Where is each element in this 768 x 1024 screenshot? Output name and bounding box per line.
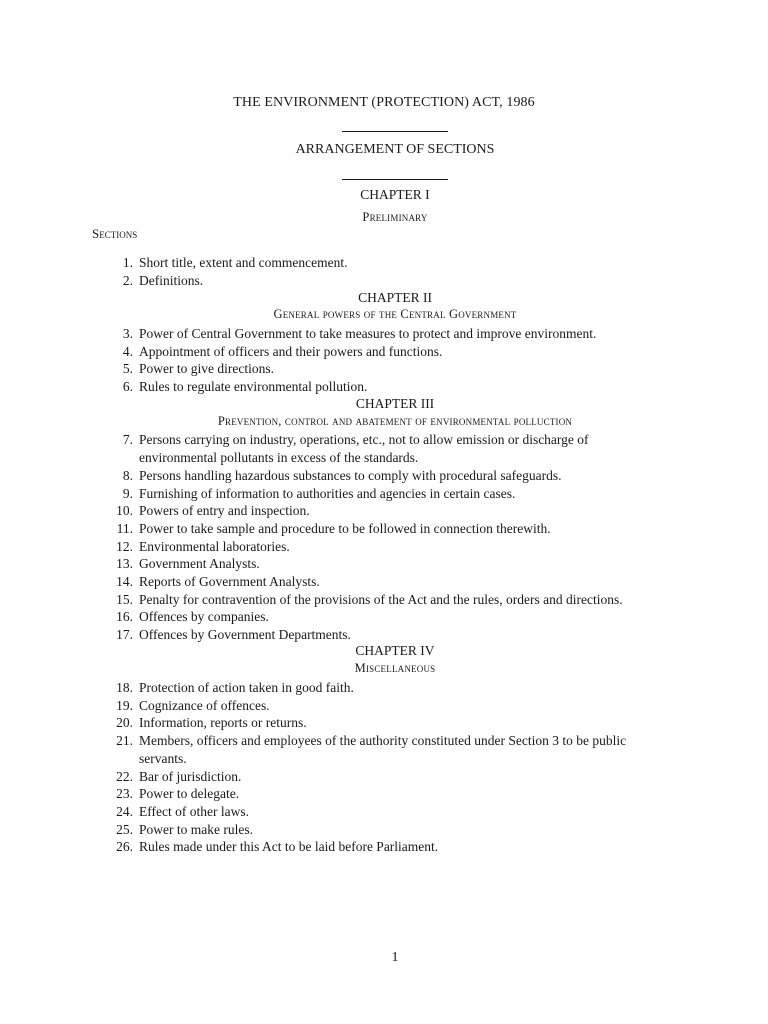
section-number: 8. (122, 468, 133, 483)
section-number: 3. (122, 326, 133, 341)
section-title: Protection of action taken in good faith. (139, 680, 354, 695)
section-item (104, 343, 664, 361)
title-divider (342, 131, 448, 132)
section-item (104, 768, 664, 786)
section-title: Information, reports or returns. (139, 715, 307, 730)
chapter-heading: CHAPTER III (355, 396, 435, 411)
section-title: Powers of entry and inspection. (139, 503, 310, 518)
section-title: Bar of jurisdiction. (139, 769, 242, 784)
section-title: Penalty for contravention of the provisions of the Act and the rules, orders and directions. (139, 592, 623, 607)
section-item (104, 803, 664, 821)
section-item (104, 626, 664, 644)
document-subtitle: ARRANGEMENT OF SECTIONS (295, 142, 495, 157)
section-number: 20. (116, 715, 133, 730)
section-title: Definitions. (139, 273, 204, 288)
chapter-heading: CHAPTER I (360, 187, 430, 202)
section-title: Furnishing of information to authorities and agencies in certain cases. (139, 486, 516, 501)
section-item (104, 325, 664, 343)
section-item (104, 555, 664, 573)
section-title: Effect of other laws. (139, 804, 249, 819)
section-number: 5. (122, 361, 133, 376)
section-item (104, 485, 664, 503)
section-title: Cognizance of offences. (139, 698, 270, 713)
section-item (104, 538, 664, 556)
section-number: 18. (116, 680, 133, 695)
chapter-name: Preliminary (362, 210, 428, 224)
section-item (104, 838, 664, 856)
section-title: Persons carrying on industry, operations, etc., not to allow emission or discharge of environmental pollutants in excess of the standards. (139, 432, 589, 465)
section-item (104, 502, 664, 520)
section-number: 6. (122, 379, 133, 394)
section-item (104, 378, 664, 396)
section-number: 9. (122, 486, 133, 501)
section-item (104, 591, 664, 609)
section-number: 12. (116, 539, 133, 554)
section-number: 25. (116, 822, 133, 837)
chapter-heading: CHAPTER II (358, 290, 432, 305)
section-title: Rules to regulate environmental pollution. (139, 379, 368, 394)
section-number: 7. (122, 432, 133, 447)
document-title: THE ENVIRONMENT (PROTECTION) ACT, 1986 (233, 95, 535, 110)
section-number: 17. (116, 627, 133, 642)
section-number: 22. (116, 769, 133, 784)
section-number: 11. (116, 521, 133, 536)
section-item (104, 732, 664, 767)
chapter-heading: CHAPTER IV (355, 643, 435, 658)
section-title: Power of Central Government to take measures to protect and improve environment. (139, 326, 597, 341)
section-title: Offences by Government Departments. (139, 627, 351, 642)
section-item (104, 360, 664, 378)
section-number: 2. (122, 273, 133, 288)
section-number: 21. (116, 733, 133, 748)
section-title: Environmental laboratories. (139, 539, 290, 554)
section-number: 15. (116, 592, 133, 607)
section-title: Power to give directions. (139, 361, 274, 376)
section-number: 23. (116, 786, 133, 801)
section-title: Rules made under this Act to be laid before Parliament. (139, 839, 439, 854)
page-number: 1 (391, 950, 399, 965)
section-item (104, 431, 664, 466)
section-title: Power to make rules. (139, 822, 253, 837)
section-item (104, 254, 664, 272)
section-title: Power to delegate. (139, 786, 240, 801)
section-title: Reports of Government Analysts. (139, 574, 320, 589)
section-number: 16. (116, 609, 133, 624)
chapter-name: Miscellaneous (354, 661, 436, 675)
section-number: 24. (116, 804, 133, 819)
chapter-name: General powers of the Central Government (273, 307, 517, 321)
subtitle-divider (342, 179, 448, 180)
sections-label: Sections (92, 226, 138, 241)
section-item (104, 697, 664, 715)
section-item (104, 785, 664, 803)
section-title: Offences by companies. (139, 609, 269, 624)
section-item (104, 573, 664, 591)
chapter-name: Prevention, control and abatement of environmental polluction (217, 414, 573, 428)
section-title: Persons handling hazardous substances to comply with procedural safeguards. (139, 468, 562, 483)
section-number: 14. (116, 574, 133, 589)
section-item (104, 467, 664, 485)
section-number: 19. (116, 698, 133, 713)
section-number: 10. (116, 503, 133, 518)
section-number: 13. (116, 556, 133, 571)
section-item (104, 821, 664, 839)
section-item (104, 272, 664, 290)
section-item (104, 714, 664, 732)
section-number: 26. (116, 839, 133, 854)
section-item (104, 608, 664, 626)
section-number: 4. (122, 344, 133, 359)
section-item (104, 679, 664, 697)
section-title: Government Analysts. (139, 556, 260, 571)
section-item (104, 520, 664, 538)
section-title: Members, officers and employees of the authority constituted under Section 3 to be public servants. (139, 733, 627, 766)
section-title: Short title, extent and commencement. (139, 255, 348, 270)
section-title: Power to take sample and procedure to be followed in connection therewith. (139, 521, 551, 536)
section-title: Appointment of officers and their powers and functions. (139, 344, 443, 359)
section-number: 1. (122, 255, 133, 270)
